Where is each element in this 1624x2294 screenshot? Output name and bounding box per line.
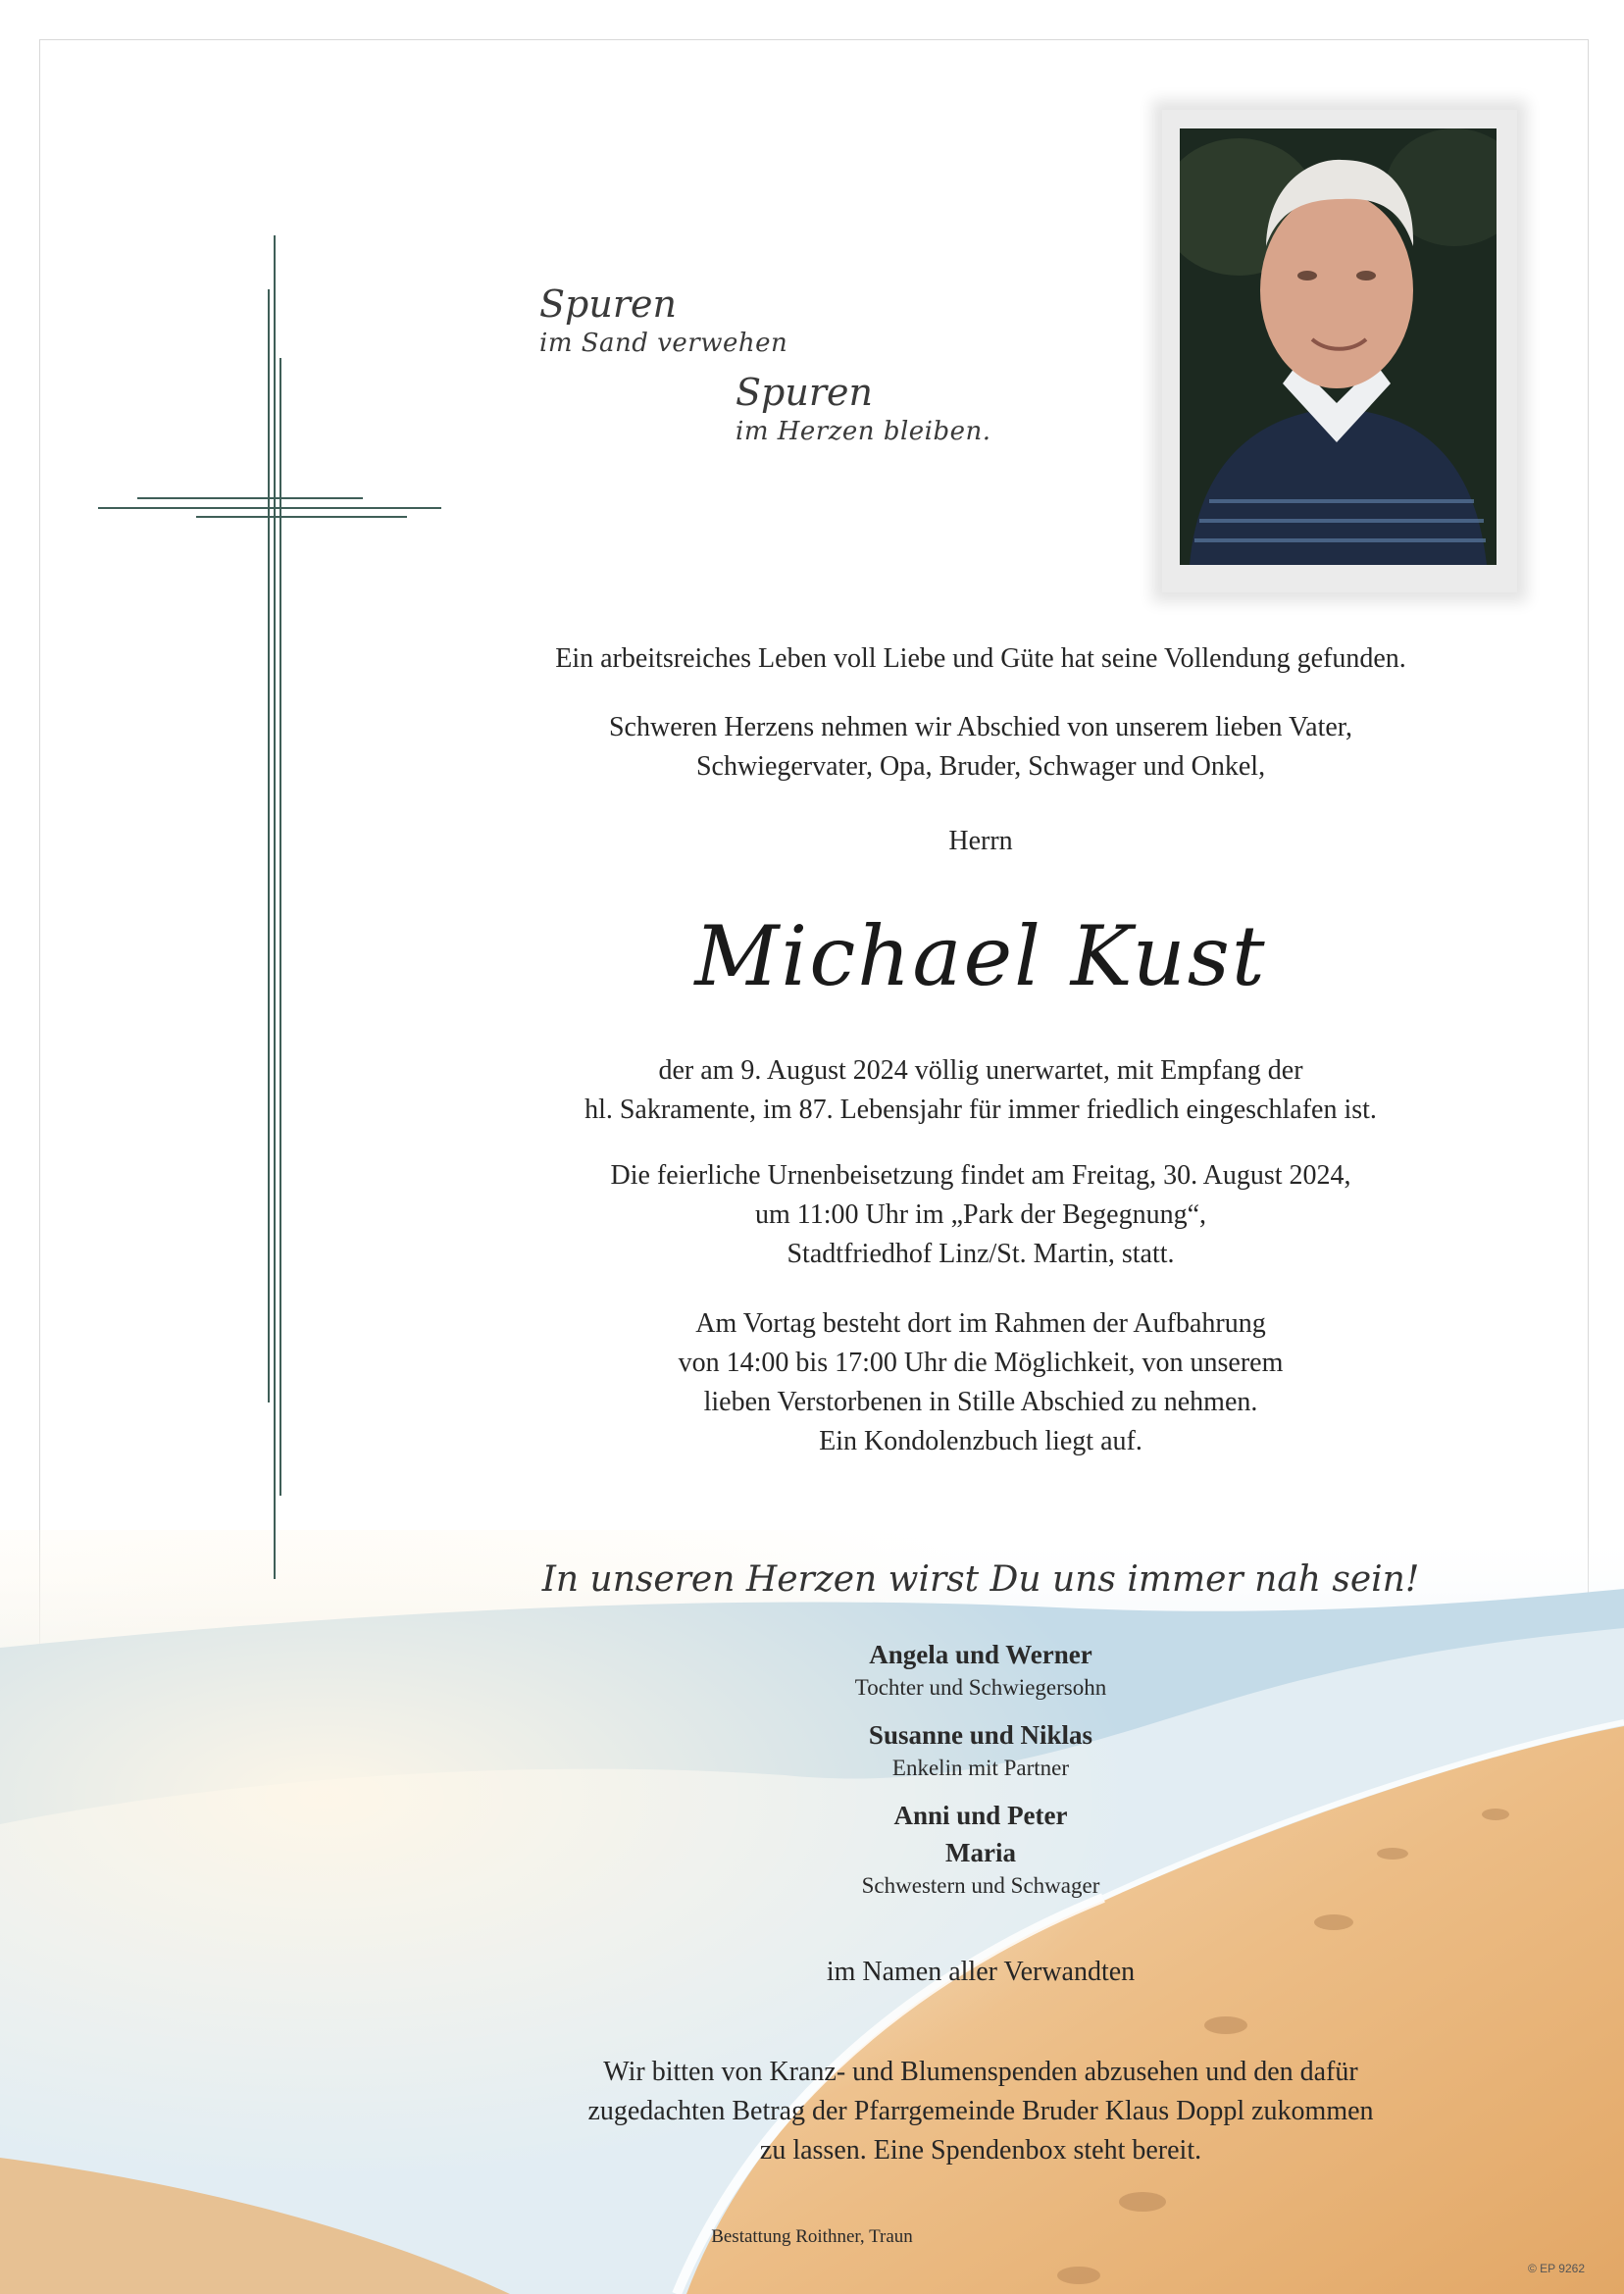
portrait-photo — [1180, 128, 1497, 565]
ceremony-section — [461, 1156, 1500, 1274]
poem-line-3: Spuren — [736, 371, 873, 414]
undertaker: Bestattung Roithner, Traun — [711, 2226, 913, 2247]
mourner-names-2: Maria — [945, 1838, 1016, 1867]
cross-icon — [93, 230, 456, 1594]
motto-section — [461, 1558, 1500, 1602]
deceased-name: Michael Kust — [694, 908, 1267, 1004]
product-code: © EP 9262 — [1528, 2262, 1585, 2275]
mourner-relation: Tochter und Schwiegersohn — [854, 1675, 1107, 1700]
farewell-section — [461, 708, 1500, 787]
donation-section — [461, 2053, 1500, 2170]
motto: In unseren Herzen wirst Du uns immer nah sein! — [541, 1559, 1420, 1600]
ceremony-line-2: um 11:00 Uhr im „Park der Begegnung“, — [754, 1199, 1207, 1230]
poem — [539, 282, 991, 449]
salutation: Herrn — [948, 826, 1013, 856]
donation-line-2: zugedachten Betrag der Pfarrgemeinde Bruder Klaus Doppl zukommen — [587, 2096, 1374, 2126]
mourner-names: Susanne und Niklas — [868, 1720, 1093, 1750]
poem-line-4: im Herzen bleiben. — [736, 417, 991, 446]
donation-line-3: zu lassen. Eine Spendenbox steht bereit. — [759, 2135, 1202, 2166]
relatives-text: im Namen aller Verwandten — [826, 1957, 1136, 1987]
intro-text: Ein arbeitsreiches Leben voll Liebe und Güte hat seine Vollendung gefunden. — [555, 643, 1406, 674]
viewing-line-4: Ein Kondolenzbuch liegt auf. — [819, 1426, 1142, 1456]
viewing-line-2: von 14:00 bis 17:00 Uhr die Möglichkeit, von unserem — [678, 1348, 1284, 1378]
mourner-names: Angela und Werner — [869, 1640, 1092, 1669]
viewing-line-3: lieben Verstorbenen in Stille Abschied zu nehmen. — [703, 1387, 1258, 1417]
death-notice-line-1: der am 9. August 2024 völlig unerwartet, mit Empfang der — [658, 1055, 1303, 1086]
ceremony-line-1: Die feierliche Urnenbeisetzung findet am Freitag, 30. August 2024, — [610, 1160, 1351, 1191]
viewing-section — [461, 1304, 1500, 1461]
farewell-line-1: Schweren Herzens nehmen wir Abschied von unserem lieben Vater, — [608, 712, 1352, 742]
ceremony-line-3: Stadtfriedhof Linz/St. Martin, statt. — [787, 1239, 1175, 1269]
intro-section — [461, 639, 1500, 679]
farewell-line-2: Schwiegervater, Opa, Bruder, Schwager und Onkel, — [695, 751, 1266, 782]
mourner-names: Anni und Peter — [893, 1801, 1068, 1830]
salutation-section — [461, 822, 1500, 861]
poem-line-1: Spuren — [539, 282, 677, 326]
mourner-relation: Enkelin mit Partner — [891, 1756, 1070, 1780]
donation-line-1: Wir bitten von Kranz- und Blumenspenden abzusehen und den dafür — [603, 2057, 1358, 2087]
mourners-list — [785, 1636, 1177, 1914]
death-notice-section — [461, 1051, 1500, 1130]
poem-line-2: im Sand verwehen — [539, 329, 788, 358]
name-section — [461, 907, 1500, 1005]
mourner-relation: Schwestern und Schwager — [861, 1873, 1100, 1898]
relatives-section — [785, 1953, 1177, 1992]
death-notice-line-2: hl. Sakramente, im 87. Lebensjahr für immer friedlich eingeschlafen ist. — [584, 1095, 1377, 1125]
viewing-line-1: Am Vortag besteht dort im Rahmen der Aufbahrung — [695, 1308, 1266, 1339]
